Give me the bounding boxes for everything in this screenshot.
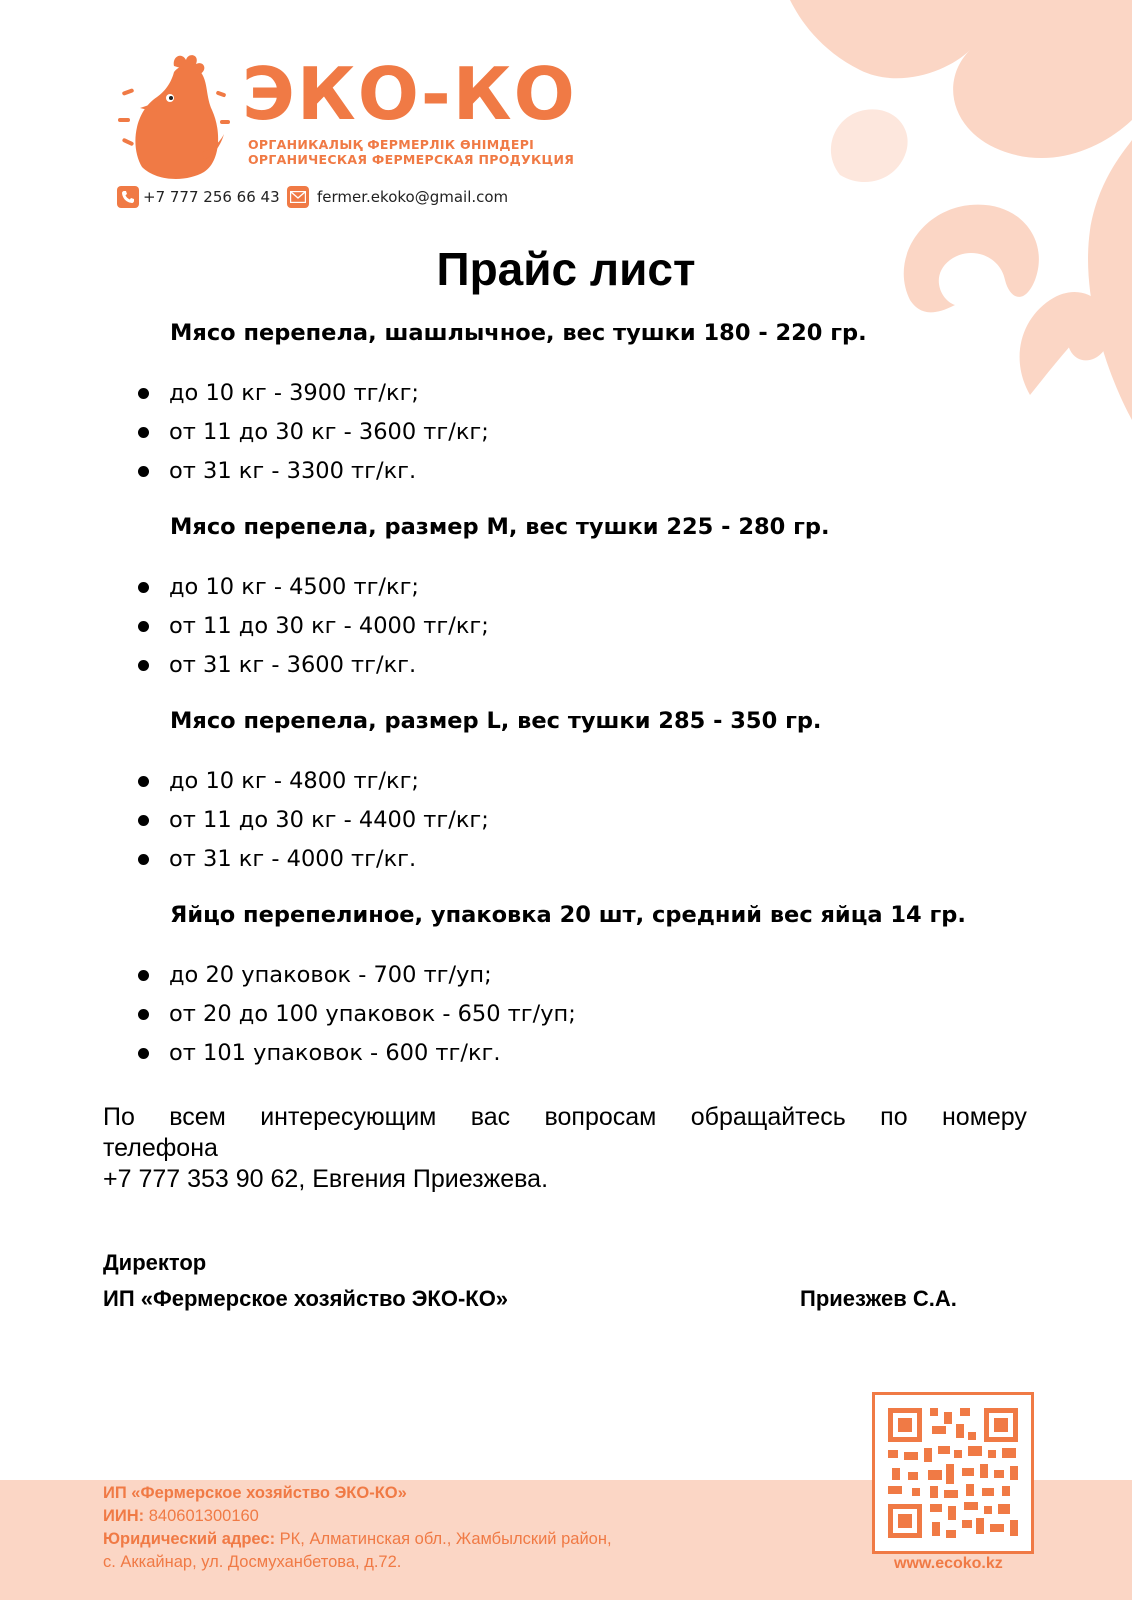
- brand-name: ЭКО-КО: [242, 52, 577, 136]
- phone-icon: [117, 186, 139, 208]
- contact-paragraph: [103, 1102, 1027, 1195]
- page-title: Прайс лист: [436, 243, 696, 295]
- tagline-ru: ОРГАНИЧЕСКАЯ ФЕРМЕРСКАЯ ПРОДУКЦИЯ: [248, 152, 575, 167]
- bullet: [138, 582, 149, 593]
- mail-icon: [287, 186, 309, 208]
- footer-company: ИП «Фермерское хозяйство ЭКО-КО»: [103, 1484, 407, 1502]
- list-item: от 31 кг - 4000 тг/кг.: [138, 843, 416, 875]
- list-item: от 11 до 30 кг - 3600 тг/кг;: [138, 416, 489, 448]
- list-item: от 101 упаковок - 600 тг/кг.: [138, 1037, 501, 1069]
- list-item: от 11 до 30 кг - 4000 тг/кг;: [138, 610, 489, 642]
- bullet: [138, 970, 149, 981]
- bullet: [138, 1048, 149, 1059]
- footer-address: Юридический адрес: РК, Алматинская обл., Жамбылский район,: [103, 1530, 612, 1548]
- bullet: [138, 660, 149, 671]
- section-heading: Яйцо перепелиное, упаковка 20 шт, средний вес яйца 14 гр.: [170, 902, 966, 928]
- bullet: [138, 427, 149, 438]
- contact-name: , Евгения Приезжева.: [298, 1165, 549, 1193]
- bullet: [138, 815, 149, 826]
- list-item: от 20 до 100 упаковок - 650 тг/уп;: [138, 998, 576, 1030]
- bullet: [138, 466, 149, 477]
- list-item: до 10 кг - 3900 тг/кг;: [138, 377, 419, 409]
- bullet: [138, 388, 149, 399]
- website-link[interactable]: www.ecoko.kz: [894, 1555, 1003, 1572]
- list-item: до 10 кг - 4500 тг/кг;: [138, 571, 419, 603]
- header-email-text: fermer.ekoko@gmail.com: [317, 188, 509, 206]
- contact-line-2: телефона: [103, 1134, 218, 1162]
- qr-code[interactable]: [872, 1392, 1034, 1554]
- list-item: от 11 до 30 кг - 4400 тг/кг;: [138, 804, 489, 836]
- header-phone[interactable]: [117, 184, 280, 210]
- section-heading: Мясо перепела, размер L, вес тушки 285 - 350 гр.: [170, 708, 822, 734]
- list-item: от 31 кг - 3300 тг/кг.: [138, 455, 416, 487]
- tagline-kz: ОРГАНИКАЛЫҚ ФЕРМЕРЛІК ӨНІМДЕРІ: [248, 137, 535, 152]
- signature-signer: Приезжев С.А.: [800, 1286, 957, 1311]
- contact-line-1: По всем интересующим вас вопросам обращайтесь по номеру: [103, 1103, 1027, 1131]
- bullet: [138, 776, 149, 787]
- footer-iin: ИИН: 840601300160: [103, 1507, 259, 1525]
- signature-company: ИП «Фермерское хозяйство ЭКО-КО»: [103, 1286, 509, 1311]
- section-heading: Мясо перепела, размер М, вес тушки 225 - 280 гр.: [170, 514, 830, 540]
- bullet: [138, 1009, 149, 1020]
- footer-address-line2: с. Аккайнар, ул. Досмуханбетова, д.72.: [103, 1553, 402, 1571]
- bullet: [138, 621, 149, 632]
- bullet: [138, 854, 149, 865]
- list-item: до 10 кг - 4800 тг/кг;: [138, 765, 419, 797]
- header-phone-text: +7 777 256 66 43: [143, 188, 280, 206]
- section-heading: Мясо перепела, шашлычное, вес тушки 180 - 220 гр.: [170, 320, 867, 346]
- decorative-swirl: [780, 0, 1132, 420]
- contact-line-3: [103, 1164, 1027, 1195]
- contact-phone[interactable]: +7 777 353 90 62: [103, 1165, 299, 1193]
- header-email[interactable]: [287, 184, 508, 210]
- list-item: от 31 кг - 3600 тг/кг.: [138, 649, 416, 681]
- list-item: до 20 упаковок - 700 тг/уп;: [138, 959, 492, 991]
- signature-position: Директор: [103, 1250, 207, 1275]
